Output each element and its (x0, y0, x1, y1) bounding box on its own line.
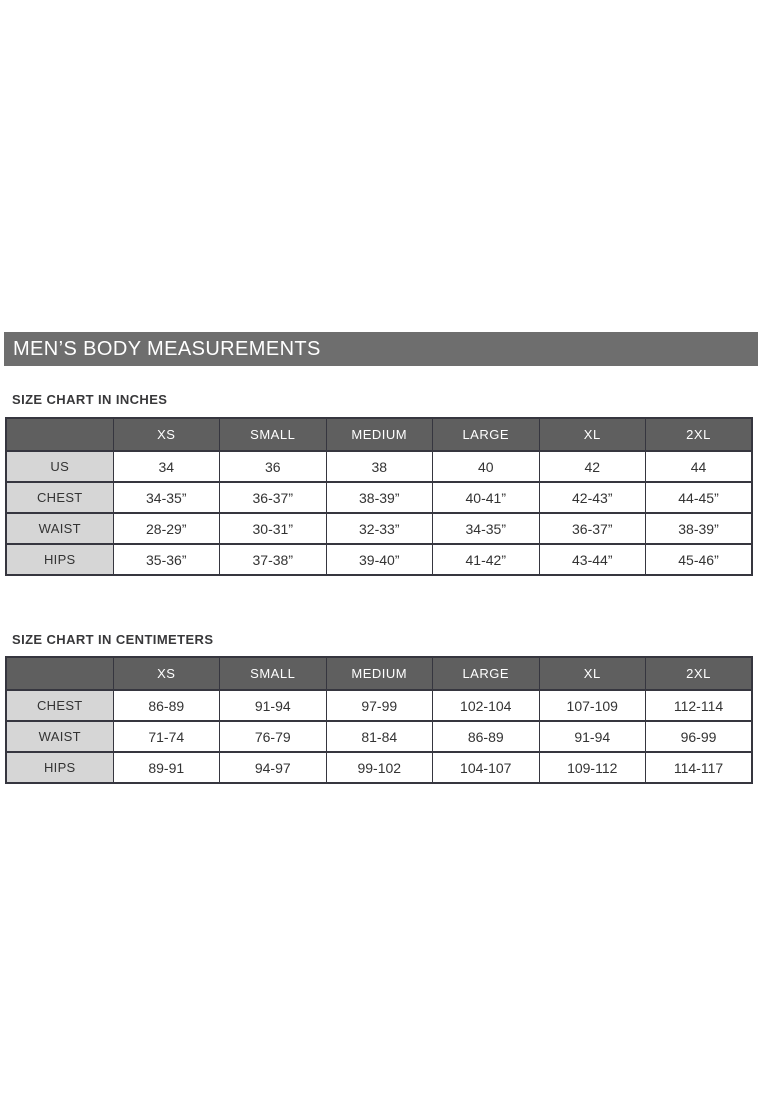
value-cell: 44-45” (646, 482, 753, 513)
value-cell: 45-46” (646, 544, 753, 575)
value-cell: 36-37” (220, 482, 327, 513)
table-row (6, 482, 752, 513)
value-cell: 40 (433, 451, 540, 482)
value-cell: 102-104 (433, 690, 540, 721)
size-column-header: MEDIUM (326, 657, 433, 690)
value-cell: 114-117 (646, 752, 753, 783)
value-cell: 97-99 (326, 690, 433, 721)
row-label-cell: WAIST (6, 721, 113, 752)
value-cell: 86-89 (433, 721, 540, 752)
size-column-header: SMALL (220, 418, 327, 451)
value-cell: 107-109 (539, 690, 646, 721)
value-cell: 94-97 (220, 752, 327, 783)
header-corner-cell (6, 657, 113, 690)
value-cell: 41-42” (433, 544, 540, 575)
value-cell: 34-35” (433, 513, 540, 544)
table-row (6, 690, 752, 721)
value-cell: 81-84 (326, 721, 433, 752)
row-label-cell: HIPS (6, 544, 113, 575)
value-cell: 76-79 (220, 721, 327, 752)
table-row (6, 451, 752, 482)
page-title: MEN’S BODY MEASUREMENTS (4, 332, 758, 366)
size-column-header: 2XL (646, 657, 753, 690)
value-cell: 91-94 (220, 690, 327, 721)
value-cell: 32-33” (326, 513, 433, 544)
size-table-header-row (6, 418, 752, 451)
value-cell: 38-39” (646, 513, 753, 544)
value-cell: 30-31” (220, 513, 327, 544)
value-cell: 96-99 (646, 721, 753, 752)
table-row (6, 721, 752, 752)
size-table-inches (5, 417, 753, 576)
value-cell: 34 (113, 451, 220, 482)
table-row (6, 752, 752, 783)
value-cell: 99-102 (326, 752, 433, 783)
size-column-header: XL (539, 418, 646, 451)
row-label-cell: US (6, 451, 113, 482)
value-cell: 38 (326, 451, 433, 482)
size-column-header: SMALL (220, 657, 327, 690)
value-cell: 35-36” (113, 544, 220, 575)
row-label-cell: CHEST (6, 690, 113, 721)
size-table-centimeters (5, 656, 753, 784)
size-column-header: LARGE (433, 657, 540, 690)
table-row (6, 513, 752, 544)
value-cell: 71-74 (113, 721, 220, 752)
value-cell: 36-37” (539, 513, 646, 544)
header-corner-cell (6, 418, 113, 451)
size-column-header: XS (113, 418, 220, 451)
value-cell: 91-94 (539, 721, 646, 752)
size-column-header: MEDIUM (326, 418, 433, 451)
value-cell: 37-38” (220, 544, 327, 575)
value-cell: 104-107 (433, 752, 540, 783)
value-cell: 43-44” (539, 544, 646, 575)
value-cell: 34-35” (113, 482, 220, 513)
value-cell: 42 (539, 451, 646, 482)
value-cell: 28-29” (113, 513, 220, 544)
size-column-header: XS (113, 657, 220, 690)
value-cell: 112-114 (646, 690, 753, 721)
value-cell: 39-40” (326, 544, 433, 575)
size-table-header-row (6, 657, 752, 690)
section-label-inches: SIZE CHART IN INCHES (12, 392, 168, 407)
value-cell: 109-112 (539, 752, 646, 783)
value-cell: 86-89 (113, 690, 220, 721)
size-column-header: LARGE (433, 418, 540, 451)
value-cell: 36 (220, 451, 327, 482)
table-row (6, 544, 752, 575)
value-cell: 40-41” (433, 482, 540, 513)
size-column-header: XL (539, 657, 646, 690)
value-cell: 42-43” (539, 482, 646, 513)
size-column-header: 2XL (646, 418, 753, 451)
row-label-cell: HIPS (6, 752, 113, 783)
value-cell: 38-39” (326, 482, 433, 513)
row-label-cell: WAIST (6, 513, 113, 544)
value-cell: 44 (646, 451, 753, 482)
row-label-cell: CHEST (6, 482, 113, 513)
section-label-centimeters: SIZE CHART IN CENTIMETERS (12, 632, 214, 647)
value-cell: 89-91 (113, 752, 220, 783)
